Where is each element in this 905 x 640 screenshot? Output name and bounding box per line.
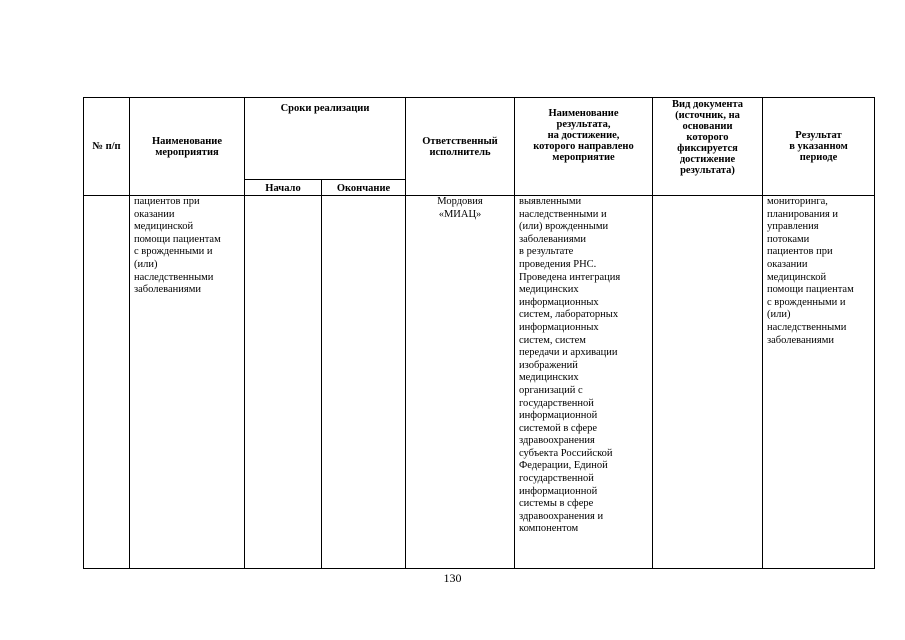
header-result-period: Результат в указанном периоде [763,98,875,196]
header-document-type: Вид документа (источник, на основании которого фиксируется достижение результата) [653,98,763,196]
cell-result-name: выявленными наследственными и (или) врожденными заболеваниями в результате проведения РНС. Проведена интеграция медицинских информационных систем, лабораторных информационных систем, систем передачи и архивации изображений медицинских организаций с государственной информационной системой в сфере здравоохранения субъекта Российской Федерации, Единой государственной информационной системы в сфере здравоохранения и компонентом [515,196,653,569]
table-row [84,196,875,569]
page-number: 130 [443,571,462,585]
cell-end [322,196,406,569]
header-responsible: Ответственный исполнитель [406,98,515,196]
document-table [83,97,875,569]
header-activity-name: Наименование мероприятия [130,98,245,196]
cell-document-type [653,196,763,569]
cell-result-period: мониторинга, планирования и управления потоками пациентов при оказании медицинской помощи пациентам с врожденными и (или) наследственными заболеваниями [763,196,875,569]
header-terms: Сроки реализации [245,98,406,180]
cell-activity-name: пациентов при оказании медицинской помощи пациентам с врожденными и (или) наследственными заболеваниями [130,196,245,569]
header-result-name: Наименование результата, на достижение, которого направлено мероприятие [515,98,653,196]
header-start: Начало [245,180,322,196]
header-number: № п/п [84,98,130,196]
cell-start [245,196,322,569]
header-end: Окончание [322,180,406,196]
cell-number [84,196,130,569]
cell-responsible: Мордовия «МИАЦ» [406,196,515,569]
